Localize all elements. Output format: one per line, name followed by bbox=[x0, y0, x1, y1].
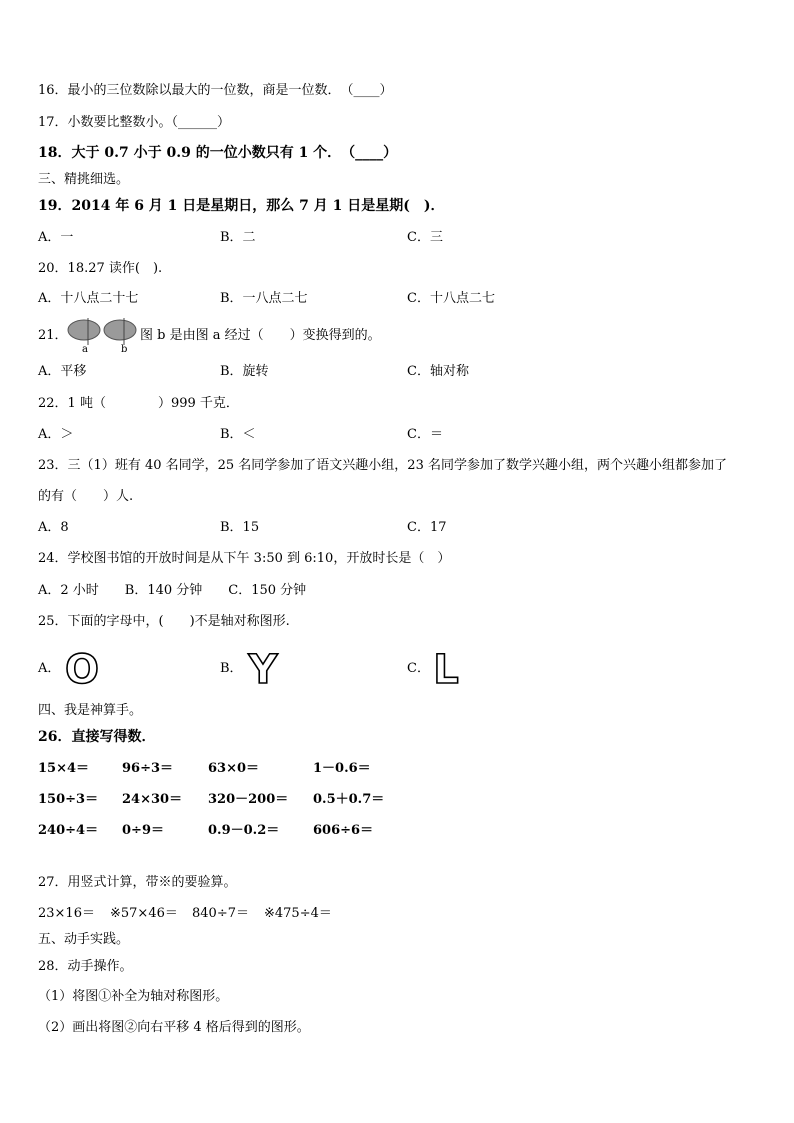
question-19-option-b: B．二 bbox=[220, 230, 256, 245]
section-4-heading: 四、我是神算手。 bbox=[38, 703, 143, 718]
calc-cell: 320－200＝ bbox=[208, 792, 289, 807]
figure-label-b: b bbox=[121, 344, 128, 355]
letter-y-svg bbox=[243, 648, 283, 688]
calc-cell: 150÷3＝ bbox=[38, 792, 99, 807]
calc-cell: 0÷9＝ bbox=[122, 823, 164, 838]
question-16: 16．最小的三位数除以最大的一位数，商是一位数． （____） bbox=[38, 83, 393, 98]
question-19-option-c: C．三 bbox=[407, 230, 443, 245]
question-22-option-c: C．＝ bbox=[407, 427, 443, 442]
question-23-line-1: 23．三（1）班有 40 名同学，25 名同学参加了语文兴趣小组，23 名同学参加了数学兴趣小组，两个兴趣小组都参加了 bbox=[38, 458, 727, 473]
question-20-option-a: A．十八点二十七 bbox=[38, 291, 139, 306]
question-24-options: A．2 小时 B．140 分钟 C．150 分钟 bbox=[38, 583, 307, 598]
calc-cell: 15×4＝ bbox=[38, 761, 90, 776]
question-19-option-a: A．一 bbox=[38, 230, 74, 245]
question-20-stem: 20．18.27 读作( ). bbox=[38, 261, 163, 276]
vertical-calc-item: ※475÷4＝ bbox=[264, 906, 332, 921]
letter-y-outline: Y bbox=[248, 648, 278, 688]
question-21-option-c: C．轴对称 bbox=[407, 364, 469, 379]
ellipse-a bbox=[68, 320, 100, 340]
letter-o-svg bbox=[62, 648, 102, 688]
question-25-option-c: C． bbox=[407, 661, 430, 676]
question-22-option-b: B．＜ bbox=[220, 427, 256, 442]
question-17: 17．小数要比整数小。（______） bbox=[38, 115, 231, 130]
question-24-stem: 24．学校图书馆的开放时间是从下午 3:50 到 6:10，开放时长是（ ） bbox=[38, 551, 451, 566]
question-23-option-b: B．15 bbox=[220, 520, 260, 535]
question-21-number: 21． bbox=[38, 328, 68, 343]
calc-cell: 0.9－0.2＝ bbox=[208, 823, 280, 838]
question-21-option-a: A．平移 bbox=[38, 364, 87, 379]
question-26-stem: 26．直接写得数． bbox=[38, 729, 156, 745]
calc-cell: 1－0.6＝ bbox=[313, 761, 371, 776]
question-25-option-a: A． bbox=[38, 661, 61, 676]
letter-l-glyph bbox=[428, 648, 468, 688]
vertical-calc-item: 23×16＝ bbox=[38, 906, 95, 921]
question-25-stem: 25．下面的字母中，( )不是轴对称图形. bbox=[38, 614, 290, 629]
question-28-part-1: （1）将图①补全为轴对称图形。 bbox=[38, 989, 229, 1004]
calc-cell: 606÷6＝ bbox=[313, 823, 374, 838]
question-25-option-b: B． bbox=[220, 661, 243, 676]
question-23-option-c: C．17 bbox=[407, 520, 447, 535]
question-27-stem: 27．用竖式计算，带※的要验算。 bbox=[38, 875, 237, 890]
question-22-option-a: A．＞ bbox=[38, 427, 74, 442]
calc-cell: 63×0＝ bbox=[208, 761, 260, 776]
section-3-heading: 三、精挑细选。 bbox=[38, 172, 130, 187]
letter-y-glyph bbox=[243, 648, 283, 688]
calc-cell: 24×30＝ bbox=[122, 792, 183, 807]
question-20-option-b: B．一八点二七 bbox=[220, 291, 308, 306]
vertical-calc-item: 840÷7＝ bbox=[192, 906, 249, 921]
letter-l-outline: L bbox=[433, 648, 459, 688]
question-20-option-c: C．十八点二七 bbox=[407, 291, 495, 306]
question-21-option-b: B．旋转 bbox=[220, 364, 269, 379]
letter-o-glyph bbox=[62, 648, 102, 688]
question-22-stem: 22．1 吨（ ）999 千克． bbox=[38, 396, 239, 411]
calc-cell: 96÷3＝ bbox=[122, 761, 174, 776]
question-28-part-2: （2）画出将图②向右平移 4 格后得到的图形。 bbox=[38, 1020, 310, 1035]
question-23-option-a: A．8 bbox=[38, 520, 69, 535]
ellipse-b bbox=[104, 320, 136, 340]
question-19-stem: 19．2014 年 6 月 1 日是星期日，那么 7 月 1 日是星期( )． bbox=[38, 198, 445, 214]
figure-label-a: a bbox=[82, 344, 88, 355]
calc-cell: 240÷4＝ bbox=[38, 823, 99, 838]
question-23-line-2: 的有（ ）人. bbox=[38, 489, 134, 504]
letter-l-svg bbox=[428, 648, 468, 688]
question-28-stem: 28．动手操作。 bbox=[38, 959, 133, 974]
calc-cell: 0.5＋0.7＝ bbox=[313, 792, 385, 807]
question-18: 18．大于 0.7 小于 0.9 的一位小数只有 1 个． （____） bbox=[38, 145, 398, 161]
question-21-stem: 图 b 是由图 a 经过（ ）变换得到的。 bbox=[140, 328, 381, 343]
section-5-heading: 五、动手实践。 bbox=[38, 932, 130, 947]
transform-figure bbox=[64, 318, 144, 358]
letter-o-outline: O bbox=[64, 648, 100, 688]
vertical-calc-item: ※57×46＝ bbox=[110, 906, 178, 921]
